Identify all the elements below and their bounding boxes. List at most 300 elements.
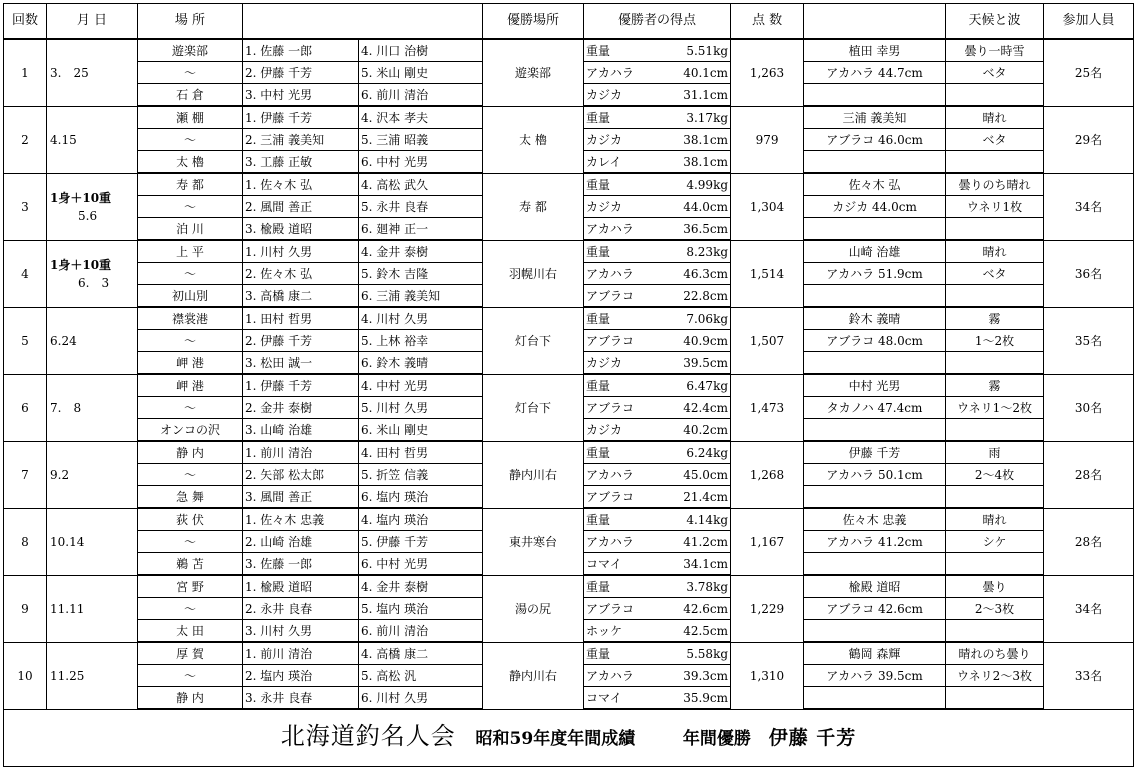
place-line: オンコの沢: [138, 419, 243, 442]
weather-line: ベタ: [946, 129, 1044, 151]
round-number: 6: [4, 374, 47, 441]
header-win-place: 優勝場所: [483, 4, 584, 40]
win-place: 遊楽部: [483, 39, 584, 106]
participant-right: 5. 塩内 瑛治: [359, 598, 483, 620]
place-line: 静 内: [138, 687, 243, 710]
weather-line: 2～4枚: [946, 464, 1044, 486]
place-line: 襟裳港: [138, 307, 243, 330]
round-date-cell: [47, 441, 138, 508]
place-line: ～: [138, 464, 243, 486]
score-value: 22.8cm: [659, 285, 731, 308]
champion-line: 佐々木 忠義: [804, 508, 946, 531]
place-line: 鵜 苫: [138, 553, 243, 576]
round-number: 2: [4, 106, 47, 173]
score-type: 重量: [584, 307, 659, 330]
win-place: 湯の尻: [483, 575, 584, 642]
score-value: 5.58kg: [659, 642, 731, 665]
round-number: 7: [4, 441, 47, 508]
champion-line: 鈴木 義晴: [804, 307, 946, 330]
place-line: 初山別: [138, 285, 243, 308]
round-number: 5: [4, 307, 47, 374]
participant-left: 3. 風間 善正: [243, 486, 359, 509]
score-type: アブラコ: [584, 285, 659, 308]
round-date: 4.15: [50, 132, 77, 147]
score-value: 41.2cm: [659, 531, 731, 553]
points: 979: [731, 106, 804, 173]
champion-line: 佐々木 弘: [804, 173, 946, 196]
score-type: 重量: [584, 642, 659, 665]
weather-line: ベタ: [946, 263, 1044, 285]
champion-line: 中村 光男: [804, 374, 946, 397]
participant-right: 5. 上林 裕幸: [359, 330, 483, 352]
header-round: 回数: [4, 4, 47, 40]
champion-line: アブラコ 48.0cm: [804, 330, 946, 352]
participant-right: 6. 川村 久男: [359, 687, 483, 710]
weather-line: 晴れ: [946, 508, 1044, 531]
round-row: [4, 508, 1134, 531]
place-line: ～: [138, 62, 243, 84]
participant-right: 4. 沢本 孝夫: [359, 106, 483, 129]
header-date: 月 日: [47, 4, 138, 40]
round-date-cell: [47, 508, 138, 575]
place-line: 荻 伏: [138, 508, 243, 531]
participant-right: 5. 折笠 信義: [359, 464, 483, 486]
participant-left: 3. 永井 良春: [243, 687, 359, 710]
score-type: 重量: [584, 240, 659, 263]
participant-left: 2. 伊藤 千芳: [243, 62, 359, 84]
participant-count: 34名: [1044, 575, 1134, 642]
score-type: 重量: [584, 173, 659, 196]
place-line: ～: [138, 129, 243, 151]
header-weather: 天候と波: [946, 4, 1044, 40]
participant-left: 3. 楡殿 道昭: [243, 218, 359, 241]
round-date-note: 1身＋10重: [50, 257, 112, 272]
place-line: ～: [138, 598, 243, 620]
score-type: カレイ: [584, 151, 659, 174]
score-type: 重量: [584, 106, 659, 129]
score-value: 42.5cm: [659, 620, 731, 643]
points: 1,263: [731, 39, 804, 106]
participant-left: 1. 前川 清治: [243, 441, 359, 464]
round-date: 6.24: [50, 333, 77, 348]
round-date-cell: [47, 39, 138, 106]
champion-line: [804, 218, 946, 241]
round-date-cell: [47, 173, 138, 240]
header-points: 点 数: [731, 4, 804, 40]
win-place: 静内川右: [483, 642, 584, 709]
score-type: 重量: [584, 508, 659, 531]
champion-line: アカハラ 41.2cm: [804, 531, 946, 553]
place-line: ～: [138, 531, 243, 553]
round-date: 3. 25: [50, 65, 89, 80]
participant-count: 29名: [1044, 106, 1134, 173]
participant-right: 4. 川村 久男: [359, 307, 483, 330]
participant-left: 1. 佐々木 忠義: [243, 508, 359, 531]
score-type: 重量: [584, 39, 659, 62]
round-date-cell: [47, 575, 138, 642]
score-type: 重量: [584, 575, 659, 598]
participant-right: 4. 川口 治樹: [359, 39, 483, 62]
champion-line: 三浦 義美知: [804, 106, 946, 129]
points: 1,229: [731, 575, 804, 642]
annual-results-table: [3, 3, 1134, 767]
weather-line: [946, 553, 1044, 576]
weather-line: [946, 620, 1044, 643]
score-type: カジカ: [584, 129, 659, 151]
participant-count: 35名: [1044, 307, 1134, 374]
footer-winner-name: 伊藤 千芳: [768, 727, 857, 749]
round-date-note: 1身＋10重: [50, 190, 112, 205]
place-line: ～: [138, 196, 243, 218]
score-value: 8.23kg: [659, 240, 731, 263]
champion-line: [804, 285, 946, 308]
score-type: アブラコ: [584, 397, 659, 419]
round-number: 8: [4, 508, 47, 575]
participant-left: 1. 楡殿 道昭: [243, 575, 359, 598]
win-place: 太 櫓: [483, 106, 584, 173]
score-value: 6.47kg: [659, 374, 731, 397]
round-row: [4, 173, 1134, 196]
champion-line: 伊藤 千芳: [804, 441, 946, 464]
participant-right: 4. 田村 哲男: [359, 441, 483, 464]
participant-right: 4. 金井 泰樹: [359, 575, 483, 598]
participant-left: 2. 三浦 義美知: [243, 129, 359, 151]
round-number: 4: [4, 240, 47, 307]
participant-count: 34名: [1044, 173, 1134, 240]
score-value: 35.9cm: [659, 687, 731, 710]
score-value: 7.06kg: [659, 307, 731, 330]
participant-left: 2. 金井 泰樹: [243, 397, 359, 419]
score-value: 5.51kg: [659, 39, 731, 62]
weather-line: 1～2枚: [946, 330, 1044, 352]
participant-right: 4. 中村 光男: [359, 374, 483, 397]
participant-right: 4. 塩内 瑛治: [359, 508, 483, 531]
score-value: 39.5cm: [659, 352, 731, 375]
participant-right: 6. 三浦 義美知: [359, 285, 483, 308]
participant-left: 2. 伊藤 千芳: [243, 330, 359, 352]
score-value: 38.1cm: [659, 151, 731, 174]
weather-line: [946, 687, 1044, 710]
participant-count: 28名: [1044, 441, 1134, 508]
participant-left: 2. 山崎 治雄: [243, 531, 359, 553]
footer-subtitle: 昭和59年度年間成績: [475, 729, 636, 749]
score-type: アカハラ: [584, 464, 659, 486]
participant-left: 1. 前川 清治: [243, 642, 359, 665]
place-line: 急 舞: [138, 486, 243, 509]
participant-left: 2. 塩内 瑛治: [243, 665, 359, 687]
weather-line: [946, 486, 1044, 509]
weather-line: ウネリ2～3枚: [946, 665, 1044, 687]
score-value: 6.24kg: [659, 441, 731, 464]
weather-line: シケ: [946, 531, 1044, 553]
score-type: カジカ: [584, 84, 659, 107]
win-place: 羽幌川右: [483, 240, 584, 307]
place-line: 寿 都: [138, 173, 243, 196]
weather-line: 霧: [946, 307, 1044, 330]
participant-right: 4. 高橋 康二: [359, 642, 483, 665]
weather-line: 曇り一時雪: [946, 39, 1044, 62]
score-type: カジカ: [584, 196, 659, 218]
participant-right: 6. 米山 剛史: [359, 419, 483, 442]
participant-count: 28名: [1044, 508, 1134, 575]
participant-left: 1. 伊藤 千芳: [243, 106, 359, 129]
points: 1,473: [731, 374, 804, 441]
round-row: [4, 642, 1134, 665]
score-type: アブラコ: [584, 330, 659, 352]
points: 1,268: [731, 441, 804, 508]
weather-line: ウネリ1枚: [946, 196, 1044, 218]
score-value: 31.1cm: [659, 84, 731, 107]
round-date: 11.25: [50, 668, 85, 683]
participant-right: 6. 塩内 瑛治: [359, 486, 483, 509]
participant-count: 25名: [1044, 39, 1134, 106]
place-line: 太 櫓: [138, 151, 243, 174]
champion-line: [804, 151, 946, 174]
place-line: 厚 賀: [138, 642, 243, 665]
participant-right: 4. 高松 武久: [359, 173, 483, 196]
round-date: 9.2: [50, 467, 70, 482]
champion-line: アカハラ 51.9cm: [804, 263, 946, 285]
footer-row: [4, 709, 1134, 767]
champion-line: [804, 553, 946, 576]
participant-left: 2. 風間 善正: [243, 196, 359, 218]
score-value: 46.3cm: [659, 263, 731, 285]
weather-line: 雨: [946, 441, 1044, 464]
win-place: 灯台下: [483, 374, 584, 441]
participant-left: 2. 矢部 松太郎: [243, 464, 359, 486]
weather-line: 曇り: [946, 575, 1044, 598]
participant-right: 5. 米山 剛史: [359, 62, 483, 84]
win-place: 静内川右: [483, 441, 584, 508]
place-line: ～: [138, 665, 243, 687]
footer-winner-label: 年間優勝: [682, 729, 751, 749]
champion-line: 鶴岡 森輝: [804, 642, 946, 665]
header-count: 参加人員: [1044, 4, 1134, 40]
score-type: アカハラ: [584, 665, 659, 687]
score-type: カジカ: [584, 419, 659, 442]
place-line: 遊楽部: [138, 39, 243, 62]
round-row: [4, 374, 1134, 397]
champion-line: アカハラ 39.5cm: [804, 665, 946, 687]
round-number: 10: [4, 642, 47, 709]
score-value: 39.3cm: [659, 665, 731, 687]
participant-left: 3. 松田 誠一: [243, 352, 359, 375]
round-date-cell: [47, 374, 138, 441]
score-value: 45.0cm: [659, 464, 731, 486]
participant-left: 1. 佐々木 弘: [243, 173, 359, 196]
score-type: アブラコ: [584, 598, 659, 620]
round-date-cell: [47, 106, 138, 173]
round-date: 10.14: [50, 534, 85, 549]
place-line: 石 倉: [138, 84, 243, 107]
score-value: 40.9cm: [659, 330, 731, 352]
weather-line: [946, 151, 1044, 174]
score-value: 40.1cm: [659, 62, 731, 84]
round-row: [4, 240, 1134, 263]
participant-left: 1. 佐藤 一郎: [243, 39, 359, 62]
participant-right: 6. 中村 光男: [359, 553, 483, 576]
participant-right: 6. 廻神 正一: [359, 218, 483, 241]
participant-left: 3. 工藤 正敏: [243, 151, 359, 174]
place-line: 静 内: [138, 441, 243, 464]
participant-left: 3. 佐藤 一郎: [243, 553, 359, 576]
participant-right: 5. 三浦 昭義: [359, 129, 483, 151]
results-sheet: [3, 3, 1134, 767]
round-date-cell: [47, 307, 138, 374]
place-line: 上 平: [138, 240, 243, 263]
place-line: 岬 港: [138, 352, 243, 375]
score-type: ホッケ: [584, 620, 659, 643]
header-champion: [804, 4, 946, 40]
participant-right: 5. 高松 汎: [359, 665, 483, 687]
round-row: [4, 575, 1134, 598]
participant-left: 3. 山崎 治雄: [243, 419, 359, 442]
score-type: アカハラ: [584, 218, 659, 241]
weather-line: ベタ: [946, 62, 1044, 84]
win-place: 寿 都: [483, 173, 584, 240]
participant-right: 4. 金井 泰樹: [359, 240, 483, 263]
round-date-cell: [47, 642, 138, 709]
participant-left: 2. 佐々木 弘: [243, 263, 359, 285]
score-type: コマイ: [584, 687, 659, 710]
participant-right: 5. 永井 良春: [359, 196, 483, 218]
champion-line: [804, 620, 946, 643]
header-place: 場 所: [138, 4, 243, 40]
footer-cell: [4, 709, 1134, 767]
champion-line: [804, 419, 946, 442]
score-value: 42.6cm: [659, 598, 731, 620]
champion-line: アカハラ 50.1cm: [804, 464, 946, 486]
weather-line: 2～3枚: [946, 598, 1044, 620]
place-line: 瀬 棚: [138, 106, 243, 129]
champion-line: カジカ 44.0cm: [804, 196, 946, 218]
participant-right: 6. 中村 光男: [359, 151, 483, 174]
place-line: 太 田: [138, 620, 243, 643]
champion-line: [804, 687, 946, 710]
weather-line: 晴れ: [946, 106, 1044, 129]
points: 1,167: [731, 508, 804, 575]
round-row: [4, 307, 1134, 330]
champion-line: タカノハ 47.4cm: [804, 397, 946, 419]
points: 1,507: [731, 307, 804, 374]
weather-line: [946, 285, 1044, 308]
participant-left: 1. 川村 久男: [243, 240, 359, 263]
weather-line: 晴れのち曇り: [946, 642, 1044, 665]
score-value: 3.78kg: [659, 575, 731, 598]
participant-count: 36名: [1044, 240, 1134, 307]
points: 1,310: [731, 642, 804, 709]
participant-right: 5. 伊藤 千芳: [359, 531, 483, 553]
participant-right: 6. 鈴木 義晴: [359, 352, 483, 375]
participant-left: 1. 田村 哲男: [243, 307, 359, 330]
champion-line: [804, 352, 946, 375]
score-type: アブラコ: [584, 486, 659, 509]
round-date: 6. 3: [78, 275, 110, 290]
place-line: ～: [138, 330, 243, 352]
weather-line: 曇りのち晴れ: [946, 173, 1044, 196]
score-type: アカハラ: [584, 531, 659, 553]
participant-count: 30名: [1044, 374, 1134, 441]
win-place: 灯台下: [483, 307, 584, 374]
header-participants: [243, 4, 483, 40]
weather-line: [946, 218, 1044, 241]
weather-line: 晴れ: [946, 240, 1044, 263]
weather-line: ウネリ1～2枚: [946, 397, 1044, 419]
participant-left: 3. 高橋 康二: [243, 285, 359, 308]
place-line: ～: [138, 263, 243, 285]
win-place: 東井寒台: [483, 508, 584, 575]
participant-right: 5. 鈴木 吉隆: [359, 263, 483, 285]
score-value: 44.0cm: [659, 196, 731, 218]
round-row: [4, 39, 1134, 62]
place-line: 岬 港: [138, 374, 243, 397]
place-line: 宮 野: [138, 575, 243, 598]
weather-line: [946, 352, 1044, 375]
score-value: 21.4cm: [659, 486, 731, 509]
place-line: ～: [138, 397, 243, 419]
round-number: 3: [4, 173, 47, 240]
points: 1,304: [731, 173, 804, 240]
round-row: [4, 106, 1134, 129]
participant-left: 3. 中村 光男: [243, 84, 359, 107]
participant-left: 1. 伊藤 千芳: [243, 374, 359, 397]
score-type: カジカ: [584, 352, 659, 375]
participant-right: 5. 川村 久男: [359, 397, 483, 419]
round-date: 5.6: [78, 208, 98, 223]
round-date-cell: [47, 240, 138, 307]
round-date: 11.11: [50, 601, 85, 616]
score-value: 4.99kg: [659, 173, 731, 196]
participant-right: 6. 前川 清治: [359, 84, 483, 107]
score-value: 42.4cm: [659, 397, 731, 419]
participant-left: 2. 永井 良春: [243, 598, 359, 620]
score-value: 4.14kg: [659, 508, 731, 531]
participant-right: 6. 前川 清治: [359, 620, 483, 643]
weather-line: 霧: [946, 374, 1044, 397]
weather-line: [946, 419, 1044, 442]
header-row: [4, 4, 1134, 40]
score-type: 重量: [584, 441, 659, 464]
champion-line: アブラコ 46.0cm: [804, 129, 946, 151]
header-scores: 優勝者の得点: [584, 4, 731, 40]
score-value: 34.1cm: [659, 553, 731, 576]
score-value: 3.17kg: [659, 106, 731, 129]
champion-line: アカハラ 44.7cm: [804, 62, 946, 84]
participant-left: 3. 川村 久男: [243, 620, 359, 643]
score-value: 40.2cm: [659, 419, 731, 442]
points: 1,514: [731, 240, 804, 307]
place-line: 泊 川: [138, 218, 243, 241]
score-type: コマイ: [584, 553, 659, 576]
round-number: 9: [4, 575, 47, 642]
score-type: 重量: [584, 374, 659, 397]
champion-line: アブラコ 42.6cm: [804, 598, 946, 620]
round-date: 7. 8: [50, 400, 82, 415]
champion-line: 植田 幸男: [804, 39, 946, 62]
score-type: アカハラ: [584, 263, 659, 285]
weather-line: [946, 84, 1044, 107]
champion-line: [804, 486, 946, 509]
score-value: 38.1cm: [659, 129, 731, 151]
champion-line: 山崎 治雄: [804, 240, 946, 263]
round-row: [4, 441, 1134, 464]
participant-count: 33名: [1044, 642, 1134, 709]
champion-line: [804, 84, 946, 107]
champion-line: 楡殿 道昭: [804, 575, 946, 598]
score-value: 36.5cm: [659, 218, 731, 241]
round-number: 1: [4, 39, 47, 106]
score-type: アカハラ: [584, 62, 659, 84]
